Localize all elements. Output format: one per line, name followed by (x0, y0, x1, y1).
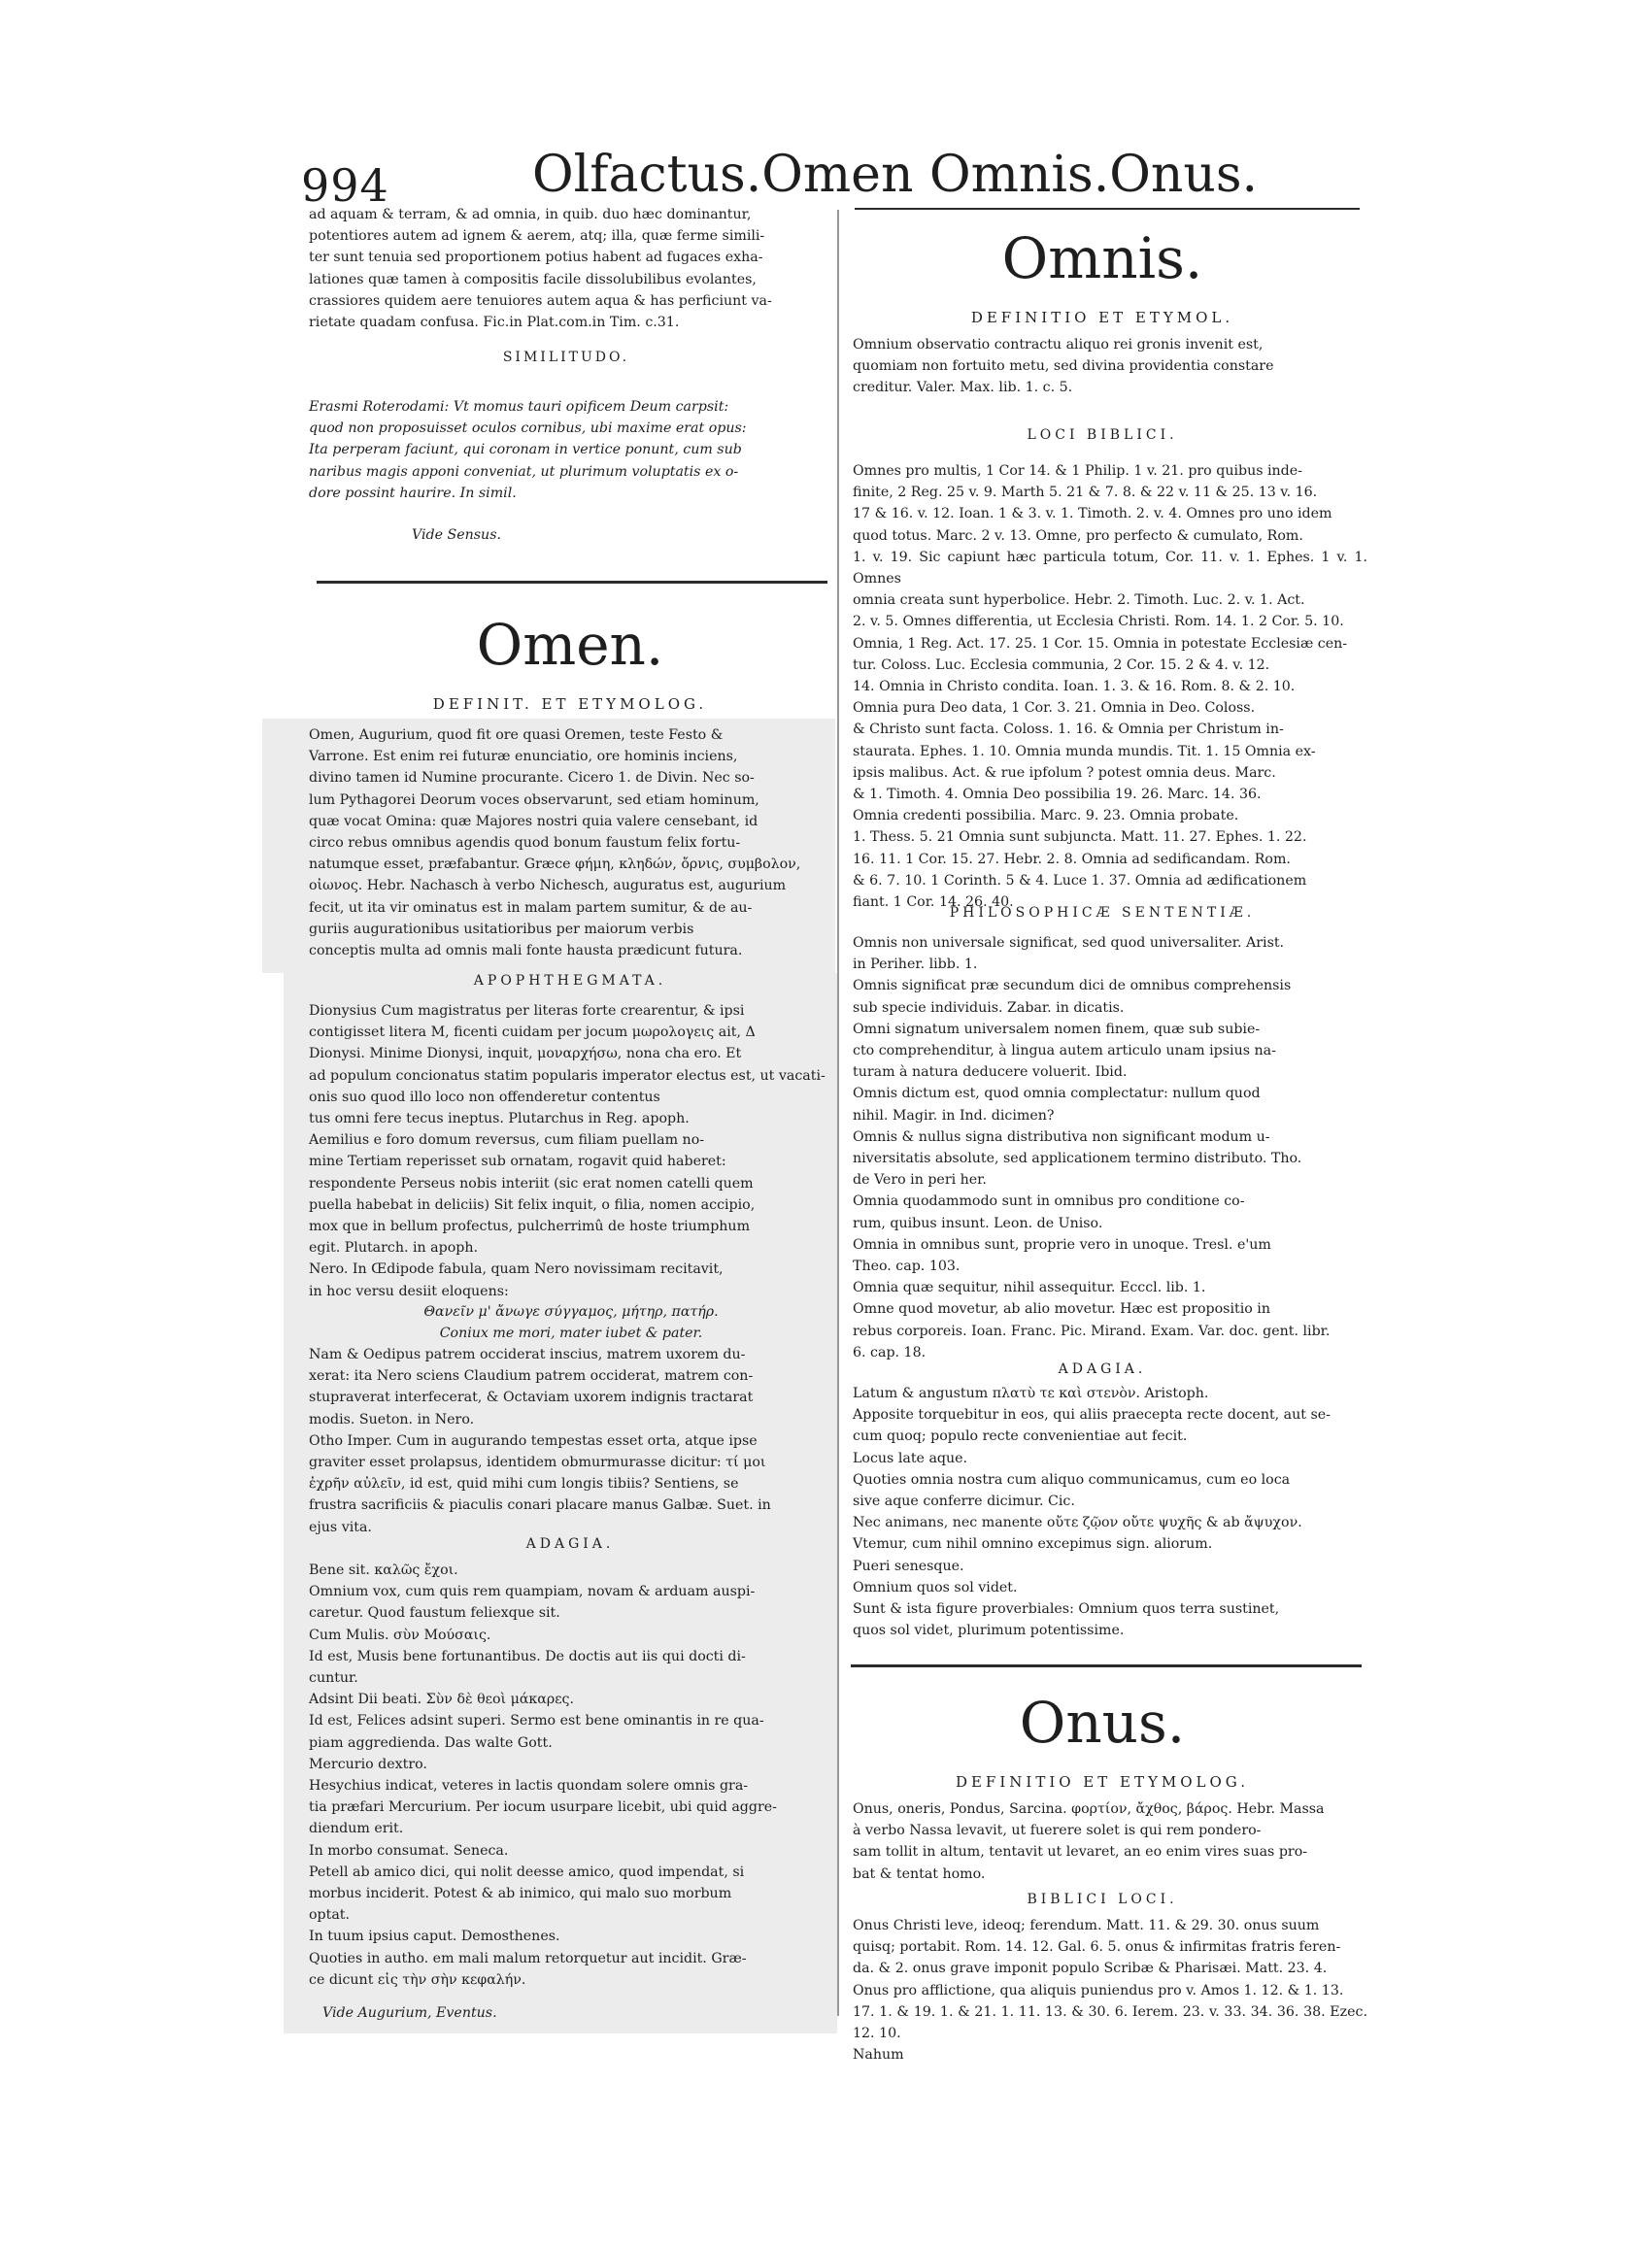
text-line: Omnis non universale significat, sed quod universaliter. Arist. (853, 935, 1285, 951)
text-line: finite, 2 Reg. 25 v. 9. Marth 5. 21 & 7. 8. & 22 v. 11 & 25. 13 v. 16. (853, 485, 1318, 501)
text-line: Omnis & nullus signa distributiva non significant modum u- (853, 1128, 1270, 1145)
omnis-philosophicae (853, 932, 1367, 1363)
text-line: sive aque conferre dicimur. Cic. (853, 1494, 1075, 1510)
omen-title: Omen. (476, 612, 664, 678)
omen-after-verse (309, 1344, 833, 1538)
text-line: sub specie individuis. Zabar. in dicatis. (853, 999, 1125, 1016)
text-line: Bene sit. καλῶς ἔχοι. (309, 1562, 458, 1578)
text-line: Theo. cap. 103. (853, 1259, 961, 1275)
omen-apophthegmata (309, 1000, 833, 1302)
onus-subheading: DEFINITIO ET ETYMOLOG. (955, 1773, 1250, 1791)
omen-subheading: DEFINIT. ET ETYMOLOG. (432, 695, 708, 713)
text-line: respondente Perseus nobis interiit (sic erat nomen catelli quem (309, 1175, 754, 1192)
text-line: Nec animans, nec manente οὔτε ζῷον οὔτε ψυχῆς & ab ἄψυχον. (853, 1515, 1302, 1531)
text-line: Adsint Dii beati. Σὺν δὲ θεοὶ μάκαρες. (309, 1692, 575, 1708)
text-line: guriis augurationibus usitatioribus per maiorum verbis (309, 921, 694, 937)
text-line: Omnia quodammodo sunt in omnibus pro conditione co- (853, 1193, 1245, 1210)
text-line: 6. cap. 18. (853, 1344, 927, 1360)
column-divider (837, 210, 839, 2016)
text-line: Omnis significat præ secundum dici de omnibus comprehensis (853, 978, 1292, 994)
omnis-adagia-heading: ADAGIA. (1058, 1361, 1147, 1377)
omnis-loci-biblici-heading: LOCI BIBLICI. (1027, 427, 1178, 443)
text-line: modis. Sueton. in Nero. (309, 1411, 475, 1427)
text-line: Cum Mulis. σὺν Μούσαις. (309, 1627, 491, 1643)
text-line: à verbo Nassa levavit, ut fuerere solet is qui rem pondero- (853, 1823, 1262, 1839)
text-line: mox que in bellum profectus, pulcherrimû de hoste triumphum (309, 1219, 751, 1235)
text-line: cto comprehenditur, à lingua autem articulo unam ipsius na- (853, 1043, 1276, 1059)
text-line: cum quoq; populo recte convenientiae aut fecit. (853, 1428, 1188, 1445)
text-line: diendum erit. (309, 1821, 404, 1837)
text-line: creditur. Valer. Max. lib. 1. c. 5. (853, 380, 1073, 396)
text-line: 1. v. 19. Sic capiunt hæc particula totum, Cor. 11. v. 1. Ephes. 1 v. 1. Omnes (853, 549, 1367, 588)
text-line: Quoties in autho. em mali malum retorquetur aut incidit. Græ- (309, 1950, 747, 1966)
onus-biblici-heading: BIBLICI LOCI. (1027, 1892, 1178, 1907)
text-line: sam tollit in altum, tentavit ut levaret, an eo enim vires suas pro- (853, 1844, 1308, 1861)
text-line: & Christo sunt facta. Coloss. 1. 16. & Omnia per Christum in- (853, 722, 1284, 738)
running-title: Olfactus.Omen Omnis.Onus. (532, 146, 1259, 204)
omen-greek-verse (309, 1301, 833, 1344)
text-line: ἐχρῆν αὐλεῖν, id est, quid mihi cum longis tibiis? Sentiens, se (309, 1476, 739, 1493)
text-line: frustra sacrificiis & piaculis conari placare manus Galbæ. Suet. in (309, 1497, 771, 1514)
text-line: Omne quod movetur, ab alio movetur. Hæc est propositio in (853, 1301, 1270, 1318)
text-line: in Periher. libb. 1. (853, 957, 978, 973)
text-line: lum Pythagorei Deorum voces observarunt, sed etiam hominum, (309, 791, 759, 808)
text-line: Θανεῖν μ' ἄνωγε σύγγαμος, μήτηρ, πατήρ. (423, 1304, 719, 1320)
text-line: Omnia pura Deo data, 1 Cor. 3. 21. Omnia in Deo. Coloss. (853, 700, 1256, 717)
text-line: Quoties omnia nostra cum aliquo communicamus, cum eo loca (853, 1471, 1291, 1488)
text-line: in hoc versu desiit eloquens: (309, 1283, 509, 1299)
text-line: dore possint haurire. In simil. (309, 485, 517, 501)
text-line: stupraverat interfecerat, & Octaviam uxorem indignis tractarat (309, 1390, 754, 1406)
text-line: Omni signatum universalem nomen finem, quæ sub subie- (853, 1021, 1261, 1037)
text-line: Onus Christi leve, ideoq; ferendum. Matt. 11. & 29. 30. onus suum (853, 1918, 1320, 1933)
text-line: contigisset litera M, ficenti cuidam per jocum μωρολογεις ait, Δ (309, 1024, 756, 1041)
text-line: tur. Coloss. Luc. Ecclesia communia, 2 Cor. 15. 2 & 4. v. 12. (853, 656, 1270, 673)
omnis-philosophicae-heading: PHILOSOPHICÆ SENTENTIÆ. (949, 905, 1256, 921)
text-line: Nam & Oedipus patrem occiderat inscius, matrem uxorem du- (309, 1347, 746, 1362)
text-line: tus omni fere tecus ineptus. Plutarchus in Reg. apoph. (309, 1111, 690, 1127)
text-line: naribus magis apponi conveniat, ut plurimum voluptatis ex o- (309, 463, 739, 480)
text-line: onis suo quod illo loco non offenderetur contentus (309, 1089, 660, 1105)
text-line: potentiores autem ad ignem & aerem, atq; illa, quæ ferme simili- (309, 228, 765, 245)
text-line: Apposite torquebitur in eos, qui aliis praecepta recte docent, aut se- (853, 1407, 1331, 1424)
text-line: Nero. In Œdipode fabula, quam Nero novissimam recitavit, (309, 1261, 724, 1278)
omnis-title: Omnis. (1001, 225, 1203, 291)
onus-definition (853, 1798, 1367, 1885)
text-line: Omnia credenti possibilia. Marc. 9. 23. Omnia probate. (853, 808, 1239, 824)
text-line: piam aggredienda. Das walte Gott. (309, 1734, 553, 1751)
omen-definition (309, 724, 833, 961)
text-line: Dionysi. Minime Dionysi, inquit, μοναρχήσω, nona cha ero. Et (309, 1046, 742, 1062)
text-line: quos sol videt, plurimum potentissime. (853, 1623, 1125, 1639)
text-line: ipsis malibus. Act. & rue ipfolum ? potest omnia deus. Marc. (853, 764, 1276, 781)
omen-adagia-heading: ADAGIA. (525, 1536, 615, 1552)
text-line: fecit, ut ita vir ominatus est in malam partem sumitur, & de au- (309, 899, 753, 916)
text-line: Dionysius Cum magistratus per literas forte crearentur, & ipsi (309, 1003, 745, 1019)
text-line: quæ vocat Omina: quæ Majores nostri quia valere censebant, id (309, 813, 759, 829)
text-line: de Vero in peri her. (853, 1172, 987, 1189)
text-line: 16. 11. 1 Cor. 15. 27. Hebr. 2. 8. Omnia ad sedificandam. Rom. (853, 851, 1291, 867)
text-line: ad aquam & terram, & ad omnia, in quib. duo hæc dominantur, (309, 207, 752, 222)
text-line: quisq; portabit. Rom. 14. 12. Gal. 6. 5. onus & infirmitas fratris feren- (853, 1939, 1341, 1956)
text-line: circo rebus omnibus agendis quod bonum faustum felix fortu- (309, 835, 741, 852)
text-line: Omnium quos sol videt. (853, 1579, 1018, 1595)
text-line: Nahum (853, 2047, 904, 2064)
text-line: Omnia in omnibus sunt, proprie vero in unoque. Tresl. e'um (853, 1236, 1271, 1253)
text-line: rum, quibus insunt. Leon. de Uniso. (853, 1215, 1103, 1231)
text-line: Aemilius e foro domum reversus, cum filiam puellam no- (309, 1132, 705, 1149)
text-line: Onus, oneris, Pondus, Sarcina. φορτίον, ἄχθος, βάρος. Hebr. Massa (853, 1801, 1325, 1817)
text-line: crassiores quidem aere tenuiores autem aqua & has perficiunt va- (309, 292, 772, 309)
text-line: morbus inciderit. Potest & ab inimico, qui malo suo morbum (309, 1886, 732, 1902)
text-line: Coniux me mori, mater iubet & pater. (439, 1326, 703, 1342)
text-line: niversitatis absolute, sed applicationem termino distributo. Tho. (853, 1151, 1302, 1167)
text-line: da. & 2. onus grave imponit populo Scribæ & Pharisæi. Matt. 23. 4. (853, 1961, 1328, 1977)
onus-biblici (853, 1915, 1367, 2065)
text-line: egit. Plutarch. in apoph. (309, 1240, 478, 1257)
omen-vide: Vide Augurium, Eventus. (322, 2005, 497, 2021)
text-line: 2. v. 5. Omnes differentia, ut Ecclesia Christi. Rom. 14. 1. 2 Cor. 5. 10. (853, 614, 1344, 630)
onus-title: Onus. (1019, 1690, 1186, 1756)
text-line: ce dicunt εἰς τὴν σὴν κεφαλήν. (309, 1971, 526, 1988)
olfactus-tail-text (309, 204, 833, 333)
text-line: omnia creata sunt hyperbolice. Hebr. 2. Timoth. Luc. 2. v. 1. Act. (853, 592, 1305, 609)
text-line: Pueri senesque. (853, 1558, 964, 1574)
text-line: In tuum ipsius caput. Demosthenes. (309, 1929, 560, 1945)
text-line: graviter esset prolapsus, identidem obmurmurasse dicitur: τί μοι (309, 1455, 766, 1471)
text-line: 17. 1. & 19. 1. & 21. 1. 11. 13. & 30. 6. Ierem. 23. v. 33. 34. 36. 38. Ezec. 12. 10. (853, 2003, 1367, 2042)
text-line: quomiam non fortuito metu, sed divina providentia constare (853, 358, 1274, 375)
text-line: & 1. Timoth. 4. Omnia Deo possibilia 19. 26. Marc. 14. 36. (853, 787, 1262, 803)
text-line: turam à natura deducere voluerit. Ibid. (853, 1064, 1128, 1081)
text-line: 14. Omnia in Christo condita. Ioan. 1. 3. & 16. Rom. 8. & 2. 10. (853, 679, 1296, 695)
text-line: Vtemur, cum nihil omnino excepimus sign. aliorum. (853, 1536, 1213, 1553)
text-line: natumque esset, præfabantur. Græce φήμη, κληδών, ὄρνις, συμβολον, (309, 856, 801, 873)
onus-top-rule (851, 1664, 1362, 1667)
text-line: & 6. 7. 10. 1 Corinth. 5 & 4. Luce 1. 37. Omnia ad ædificationem (853, 872, 1307, 889)
header-rule-right (855, 208, 1360, 210)
omen-top-rule (317, 581, 827, 584)
omnis-loci-biblici (853, 460, 1367, 913)
text-line: In morbo consumat. Seneca. (309, 1842, 509, 1859)
text-line: rietate quadam confusa. Fic.in Plat.com.in Tim. c.31. (309, 315, 680, 331)
text-line: οἰωνος. Hebr. Nachasch à verbo Nichesch, auguratus est, augurium (309, 878, 787, 894)
text-line: Ita perperam faciunt, qui coronam in vertice ponunt, cum sub (309, 442, 742, 458)
text-line: Varrone. Est enim rei futuræ enunciatio, ore hominis inciens, (309, 749, 738, 765)
omnis-adagia (853, 1383, 1367, 1641)
text-line: Omnia, 1 Reg. Act. 17. 25. 1 Cor. 15. Omnia in potestate Ecclesiæ cen- (853, 635, 1348, 652)
text-line: ad populum concionatus statim popularis imperator electus est, ut vacati- (309, 1067, 826, 1084)
text-line: staurata. Ephes. 1. 10. Omnia munda mundis. Tit. 1. 15 Omnia ex- (853, 743, 1316, 759)
text-line: xerat: ita Nero sciens Claudium patrem occiderat, matrem con- (309, 1368, 754, 1385)
text-line: Omnis dictum est, quod omnia complectatur: nullum quod (853, 1086, 1261, 1102)
text-line: nihil. Magir. in Ind. dicimen? (853, 1107, 1055, 1124)
text-line: optat. (309, 1907, 350, 1924)
text-line: bat & tentat homo. (853, 1865, 986, 1882)
text-line: Omnium vox, cum quis rem quampiam, novam & arduam auspi- (309, 1584, 756, 1600)
similitudo-text (309, 396, 833, 504)
text-line: tia præfari Mercurium. Per iocum usurpare licebit, ubi quid aggre- (309, 1799, 777, 1816)
text-line: conceptis multa ad omnis mali fonte hausta prædicunt futura. (309, 943, 743, 959)
text-line: mine Tertiam reperisset sub ornatam, rogavit quid haberet: (309, 1154, 726, 1170)
omnis-subheading: DEFINITIO ET ETYMOL. (970, 309, 1234, 326)
text-line: Omnia quæ sequitur, nihil assequitur. Ecccl. lib. 1. (853, 1280, 1206, 1296)
text-line: 17 & 16. v. 12. Ioan. 1 & 3. v. 1. Timoth. 2. v. 4. Omnes pro uno idem (853, 506, 1332, 522)
text-line: fiant. 1 Cor. 14. 26. 40. (853, 894, 1014, 911)
text-line: Omnium observatio contractu aliquo rei gronis invenit est, (853, 337, 1264, 353)
similitudo-vide: Vide Sensus. (412, 527, 501, 543)
omen-adagia (309, 1560, 833, 1991)
text-line: Sunt & ista figure proverbiales: Omnium quos terra sustinet, (853, 1601, 1280, 1618)
text-line: Id est, Musis bene fortunantibus. De doctis aut iis qui docti di- (309, 1648, 746, 1664)
text-line: Erasmi Roterodami: Vt momus tauri opificem Deum carpsit: (309, 399, 729, 415)
text-line: Petell ab amico dici, qui nolit deesse amico, quod impendat, si (309, 1864, 745, 1880)
similitudo-heading: SIMILITUDO. (502, 350, 630, 365)
text-line: caretur. Quod faustum feliexque sit. (309, 1605, 560, 1622)
omnis-definition (853, 334, 1367, 399)
text-line: 1. Thess. 5. 21 Omnia sunt subjuncta. Matt. 11. 27. Ephes. 1. 22. (853, 829, 1307, 846)
text-line: quod non proposuisset oculos cornibus, ubi maxime erat opus: (309, 420, 747, 437)
text-line: Hesychius indicat, veteres in lactis quondam solere omnis gra- (309, 1778, 749, 1795)
text-line: cuntur. (309, 1670, 358, 1687)
text-line: Mercurio dextro. (309, 1756, 427, 1772)
text-line: puella habebat in deliciis) Sit felix inquit, o filia, nomen accipio, (309, 1196, 756, 1213)
text-line: ejus vita. (309, 1519, 372, 1535)
text-line: Omen, Augurium, quod fit ore quasi Oremen, teste Festo & (309, 727, 724, 743)
omen-apophthegmata-heading: APOPHTHEGMATA. (473, 973, 667, 989)
text-line: rebus corporeis. Ioan. Franc. Pic. Mirand. Exam. Var. doc. gent. libr. (853, 1323, 1331, 1339)
text-line: Onus pro afflictione, qua aliquis puniendus pro v. Amos 1. 12. & 1. 13. (853, 1982, 1344, 1998)
text-line: ter sunt tenuia sed proportionem potius habent ad fugaces exha- (309, 250, 763, 266)
text-line: Latum & angustum πλατὺ τε καὶ στενὸν. Aristoph. (853, 1386, 1209, 1401)
text-line: Locus late aque. (853, 1450, 968, 1466)
text-line: quod totus. Marc. 2 v. 13. Omne, pro perfecto & cumulato, Rom. (853, 527, 1303, 544)
text-line: Omnes pro multis, 1 Cor 14. & 1 Philip. 1 v. 21. pro quibus inde- (853, 463, 1302, 479)
page-number: 994 (301, 159, 389, 212)
text-line: divino tamen id Numine procurante. Cicero 1. de Divin. Nec so- (309, 770, 755, 787)
text-line: Id est, Felices adsint superi. Sermo est bene ominantis in re qua- (309, 1713, 764, 1729)
text-line: lationes quæ tamen à compositis facile dissolubilibus evolantes, (309, 271, 757, 287)
text-line: Otho Imper. Cum in augurando tempestas esset orta, atque ipse (309, 1432, 758, 1449)
